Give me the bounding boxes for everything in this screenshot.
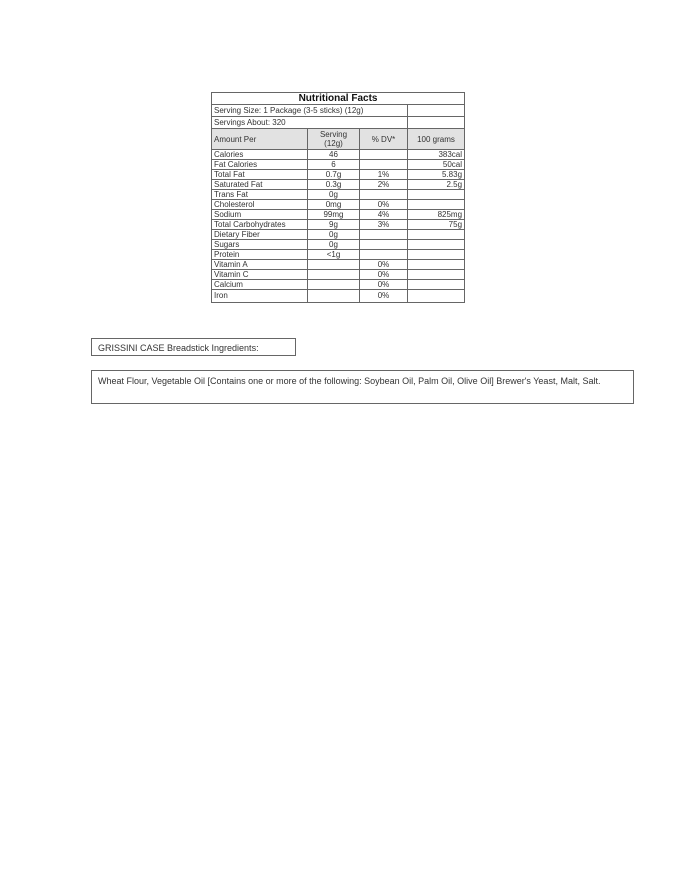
nutrient-name: Iron	[212, 290, 308, 303]
nutrient-dv: 0%	[360, 280, 408, 290]
nutrient-serving: 0.7g	[308, 170, 360, 180]
header-dv: % DV*	[360, 129, 408, 150]
nutrient-row	[212, 210, 465, 220]
nutrient-serving: 46	[308, 150, 360, 160]
nutrient-dv: 3%	[360, 220, 408, 230]
nutrient-serving	[308, 280, 360, 290]
serving-size: Serving Size: 1 Package (3-5 sticks) (12g)	[212, 105, 408, 117]
nutrient-serving: 0g	[308, 190, 360, 200]
nutrient-dv: 0%	[360, 260, 408, 270]
nutrient-row	[212, 230, 465, 240]
nutrient-per100	[408, 230, 465, 240]
nutrient-name: Sodium	[212, 210, 308, 220]
nutrient-serving: 6	[308, 160, 360, 170]
nutrient-serving: 0mg	[308, 200, 360, 210]
nutrient-name: Total Carbohydrates	[212, 220, 308, 230]
serving-size-blank	[408, 105, 465, 117]
header-serving: Serving (12g)	[308, 129, 360, 150]
nutrient-name: Calcium	[212, 280, 308, 290]
nutrient-per100: 383cal	[408, 150, 465, 160]
nutrient-dv: 4%	[360, 210, 408, 220]
nutrient-row	[212, 190, 465, 200]
nutrient-name: Vitamin A	[212, 260, 308, 270]
nutrient-row	[212, 180, 465, 190]
nutrient-per100: 825mg	[408, 210, 465, 220]
nutrition-title: Nutritional Facts	[212, 93, 465, 105]
nutrient-per100	[408, 200, 465, 210]
nutrient-name: Saturated Fat	[212, 180, 308, 190]
nutrient-name: Dietary Fiber	[212, 230, 308, 240]
nutrient-row	[212, 160, 465, 170]
nutrient-row	[212, 290, 465, 303]
nutrient-dv: 0%	[360, 290, 408, 303]
nutrient-row	[212, 240, 465, 250]
nutrient-dv: 2%	[360, 180, 408, 190]
nutrient-dv: 1%	[360, 170, 408, 180]
header-amount-per: Amount Per	[212, 129, 308, 150]
nutrient-row	[212, 200, 465, 210]
nutrient-dv	[360, 160, 408, 170]
nutrient-name: Protein	[212, 250, 308, 260]
nutrient-row	[212, 270, 465, 280]
nutrient-per100	[408, 260, 465, 270]
nutrient-per100	[408, 240, 465, 250]
nutrition-facts-table	[211, 92, 465, 303]
nutrient-dv: 0%	[360, 270, 408, 280]
nutrient-row	[212, 280, 465, 290]
nutrient-row	[212, 170, 465, 180]
nutrient-name: Trans Fat	[212, 190, 308, 200]
nutrient-per100	[408, 280, 465, 290]
nutrient-name: Vitamin C	[212, 270, 308, 280]
nutrient-serving: 99mg	[308, 210, 360, 220]
servings-about: Servings About: 320	[212, 117, 408, 129]
nutrient-per100	[408, 190, 465, 200]
ingredients-label: GRISSINI CASE Breadstick Ingredients:	[91, 338, 296, 356]
ingredients-text: Wheat Flour, Vegetable Oil [Contains one or more of the following: Soybean Oil, Palm Oil, Olive Oil] Brewer's Yeast, Malt, Salt.	[91, 370, 634, 404]
nutrient-serving	[308, 260, 360, 270]
nutrient-dv	[360, 190, 408, 200]
table-header-row	[212, 129, 465, 150]
nutrient-serving: <1g	[308, 250, 360, 260]
nutrient-serving: 0.3g	[308, 180, 360, 190]
nutrient-name: Sugars	[212, 240, 308, 250]
nutrient-per100	[408, 250, 465, 260]
nutrient-serving	[308, 290, 360, 303]
nutrient-per100: 50cal	[408, 160, 465, 170]
nutrient-per100	[408, 290, 465, 303]
nutrient-name: Total Fat	[212, 170, 308, 180]
header-100-grams: 100 grams	[408, 129, 465, 150]
nutrient-serving: 9g	[308, 220, 360, 230]
nutrient-dv	[360, 240, 408, 250]
nutrient-row	[212, 250, 465, 260]
nutrient-dv	[360, 250, 408, 260]
nutrient-serving	[308, 270, 360, 280]
nutrient-name: Cholesterol	[212, 200, 308, 210]
nutrient-row	[212, 260, 465, 270]
nutrient-dv	[360, 230, 408, 240]
nutrient-dv	[360, 150, 408, 160]
nutrient-dv: 0%	[360, 200, 408, 210]
servings-about-blank	[408, 117, 465, 129]
nutrient-per100: 5.83g	[408, 170, 465, 180]
nutrient-per100: 75g	[408, 220, 465, 230]
nutrient-serving: 0g	[308, 240, 360, 250]
nutrient-per100: 2.5g	[408, 180, 465, 190]
nutrient-serving: 0g	[308, 230, 360, 240]
nutrient-name: Calories	[212, 150, 308, 160]
nutrient-per100	[408, 270, 465, 280]
nutrient-name: Fat Calories	[212, 160, 308, 170]
nutrient-row	[212, 220, 465, 230]
nutrient-row	[212, 150, 465, 160]
